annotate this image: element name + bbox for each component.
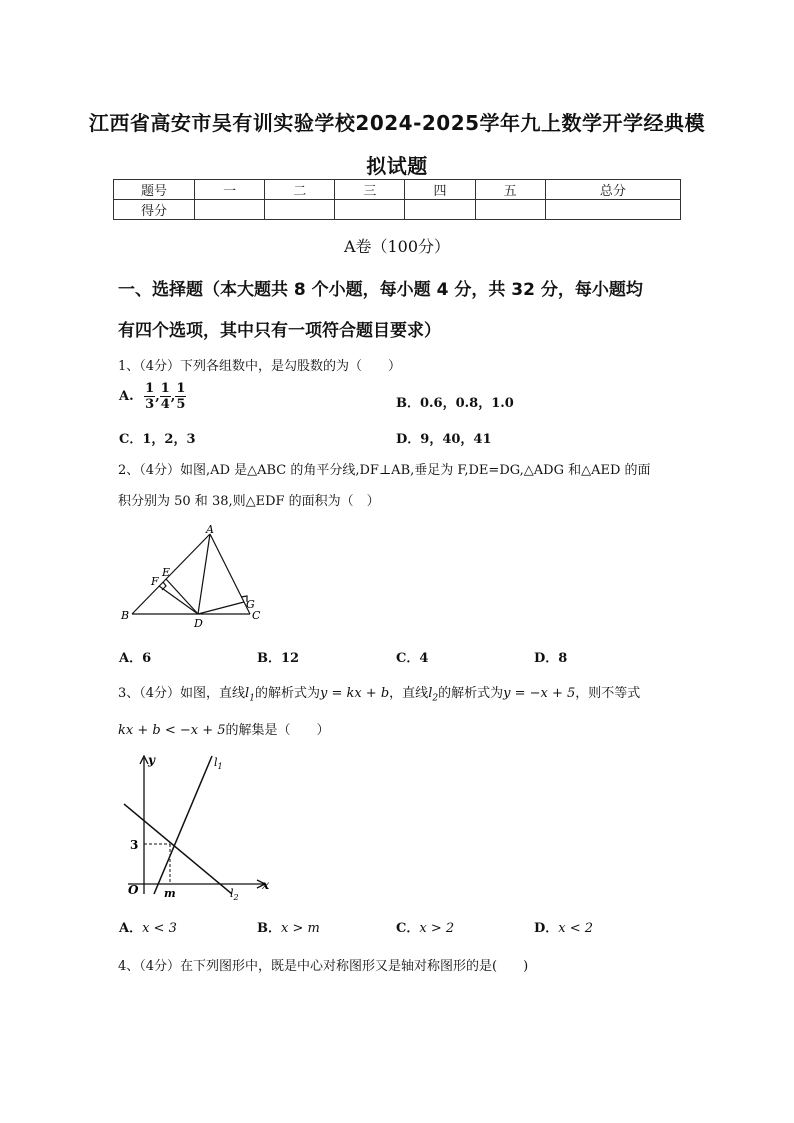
- document-title-line2: 拟试题: [366, 154, 428, 178]
- score-table-header-cell: 五: [475, 180, 545, 200]
- segment-df: [159, 586, 198, 614]
- x-axis-label: x: [262, 878, 270, 892]
- origin-label: O: [128, 883, 139, 897]
- segment-ba: [132, 534, 210, 614]
- part1-heading-line1: 一、选择题（本大题共 8 个小题，每小题 4 分，共 32 分，每小题均: [118, 280, 643, 300]
- score-table-header-cell: 一: [195, 180, 265, 200]
- question-3-graph-figure: [114, 748, 279, 908]
- score-table-header-cell: 三: [335, 180, 405, 200]
- question-1-option-d: D．9，40，41: [396, 432, 492, 447]
- question-1-option-c: C．1，2，3: [119, 432, 196, 447]
- score-table: [113, 179, 681, 220]
- question-3-option-c: C．x > 2: [396, 921, 455, 936]
- question-2-triangle-figure: [114, 522, 274, 632]
- question-2-option-d: D．8: [534, 651, 568, 666]
- line-l1: [154, 756, 212, 894]
- score-cell: [265, 200, 335, 220]
- segment-dg: [198, 602, 244, 614]
- question-2-option-a: A．6: [119, 651, 152, 666]
- m-label: m: [164, 887, 176, 900]
- option-a-label: A.: [119, 389, 134, 404]
- fraction: $\frac{1}{4}$: [160, 381, 170, 412]
- question-2-option-c: C．4: [396, 651, 429, 666]
- fraction: $\frac{1}{5}$: [176, 381, 186, 412]
- question-2-stem-line1: 2、（4分）如图,AD 是△ABC 的角平分线,DF⊥AB,垂足为 F,DE=DG,△ADG 和△AED 的面: [118, 463, 651, 478]
- score-table-score-row: [114, 200, 681, 220]
- score-cell: [405, 200, 475, 220]
- score-table-header-row: [114, 180, 681, 200]
- label-f: F: [151, 575, 159, 588]
- score-table-header-cell: 题号: [114, 180, 195, 200]
- question-3-option-b: B．x > m: [257, 921, 320, 936]
- label-d: D: [194, 617, 203, 630]
- question-2-option-b: B．12: [257, 651, 300, 666]
- document-title-line1: 江西省高安市吴有训实验学校2024-2025学年九上数学开学经典模: [88, 111, 706, 135]
- score-cell: [545, 200, 680, 220]
- question-1-option-b: B．0.6，0.8，1.0: [396, 396, 514, 411]
- score-cell: [335, 200, 405, 220]
- score-table-header-cell: 四: [405, 180, 475, 200]
- score-table-row-label: 得分: [114, 200, 195, 220]
- segment-de: [166, 579, 198, 614]
- question-1-stem: 1、（4分）下列各组数中，是勾股数的为（ ）: [118, 359, 402, 374]
- score-cell: [195, 200, 265, 220]
- y-axis-label: y: [148, 753, 155, 767]
- l2-label: $l_2$: [230, 887, 239, 902]
- fraction: $\frac{1}{3}$: [145, 381, 155, 412]
- question-3-stem-line1: 3、（4分）如图，直线$l_1$的解析式为y = kx + b，直线$l_2$的解析式为y = −x + 5，则不等式: [118, 686, 641, 704]
- line-l2: [124, 804, 232, 894]
- question-1-option-a: A. $\frac{1}{3}$ , $\frac{1}{4}$ , $\frac{1}{5}$: [119, 381, 186, 412]
- question-3-stem-line2: kx + b < −x + 5的解集是（ ）: [118, 723, 330, 738]
- label-a: A: [206, 523, 214, 536]
- label-e: E: [162, 566, 171, 579]
- score-cell: [475, 200, 545, 220]
- part1-heading-line2: 有四个选项，其中只有一项符合题目要求）: [118, 321, 441, 341]
- score-table-header-cell: 二: [265, 180, 335, 200]
- label-g: G: [246, 598, 255, 611]
- question-3-option-a: A．x < 3: [119, 921, 177, 936]
- l1-label: $l_1$: [214, 756, 223, 771]
- segment-ad: [198, 534, 210, 614]
- three-label: 3: [130, 838, 139, 852]
- section-a-heading: A卷（100分）: [343, 237, 451, 256]
- score-table-header-cell: 总分: [545, 180, 680, 200]
- label-b: B: [121, 609, 130, 622]
- label-c: C: [252, 609, 261, 622]
- question-3-option-d: D．x < 2: [534, 921, 594, 936]
- question-2-stem-line2: 积分别为 50 和 38,则△EDF 的面积为（ ）: [118, 494, 380, 509]
- question-4-stem: 4、（4分）在下列图形中，既是中心对称图形又是轴对称图形的是( ): [118, 959, 529, 974]
